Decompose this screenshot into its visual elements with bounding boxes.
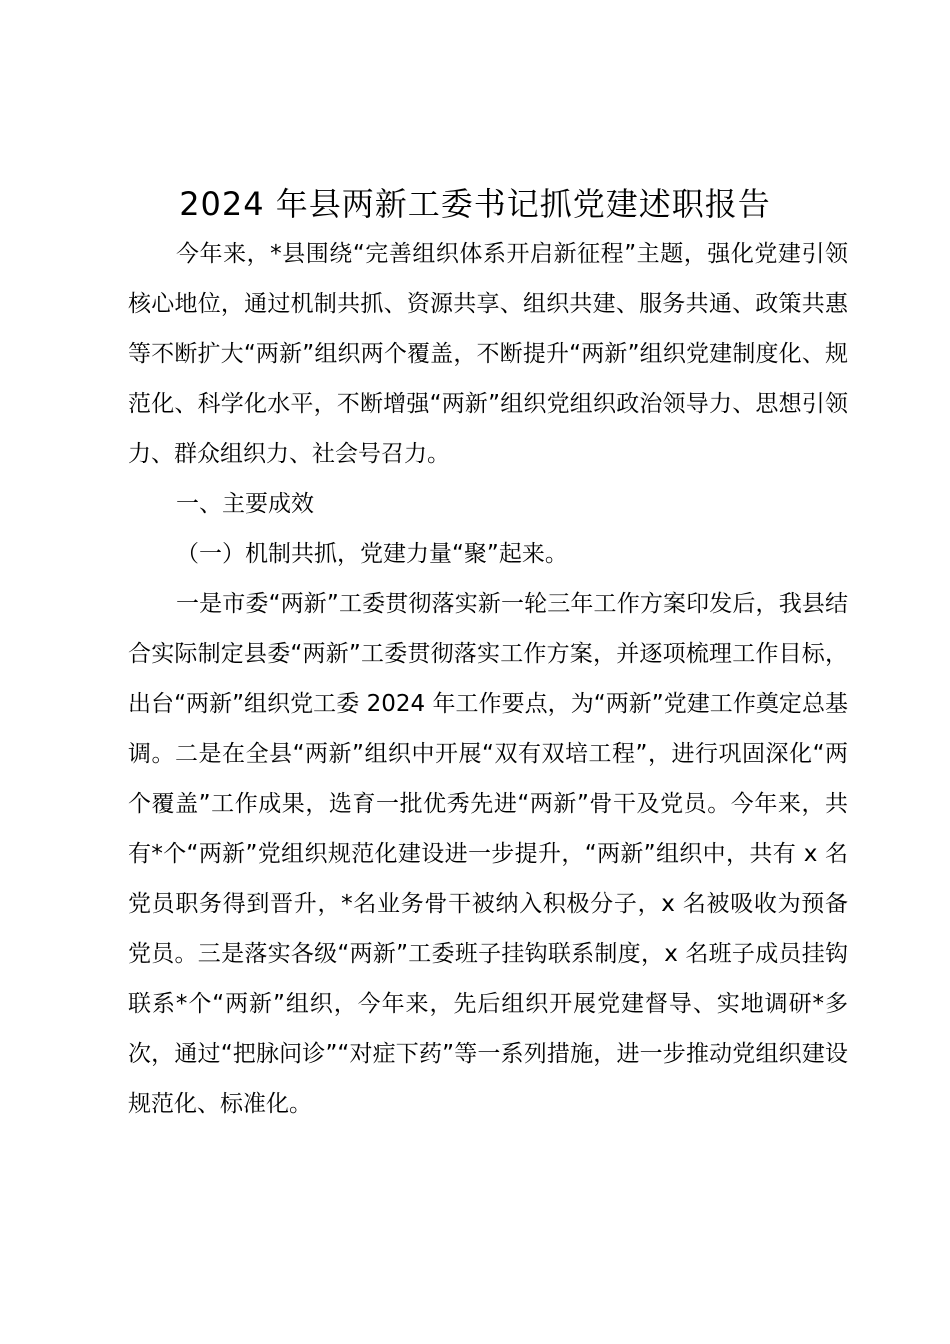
document-title: 2024 年县两新工委书记抓党建述职报告 xyxy=(179,185,771,223)
section-heading-main-results: 一、主要成效 xyxy=(176,491,314,517)
subsection-heading-mechanism: （一）机制共抓，党建力量“聚”起来。 xyxy=(176,541,568,567)
mechanism-paragraph: 一是市委“两新”工委贯彻落实新一轮三年工作方案印发后，我县结合实际制定县委“两新”工委贯彻落实工作方案，并逐项梳理工作目标，出台“两新”组织党工委 2024 年工作要点，为“两新”党建工作奠定总基调。二是在全县“两新”组织中开展“双有双培工程”，进行巩固深化“两个覆盖”工作成果，选育一批优秀先进“两新”骨干及党员。今年来，共有*个“两新”党组织规范化建设进一步提升，“两新”组织中，共有 x 名党员职务得到晋升，*名业务骨干被纳入积极分子，x 名被吸收为预备党员。三是落实各级“两新”工委班子挂钩联系制度，x 名班子成员挂钩联系*个“两新”组织，今年来，先后组织开展党建督导、实地调研*多次，通过“把脉问诊”“对症下药”等一系列措施，进一步推动党组织建设规范化、标准化。 xyxy=(128,591,848,1117)
intro-paragraph: 今年来，*县围绕“完善组织体系开启新征程”主题，强化党建引领核心地位，通过机制共抓、资源共享、组织共建、服务共通、政策共惠等不断扩大“两新”组织两个覆盖，不断提升“两新”组织党建制度化、规范化、科学化水平，不断增强“两新”组织党组织政治领导力、思想引领力、群众组织力、社会号召力。 xyxy=(128,241,848,467)
